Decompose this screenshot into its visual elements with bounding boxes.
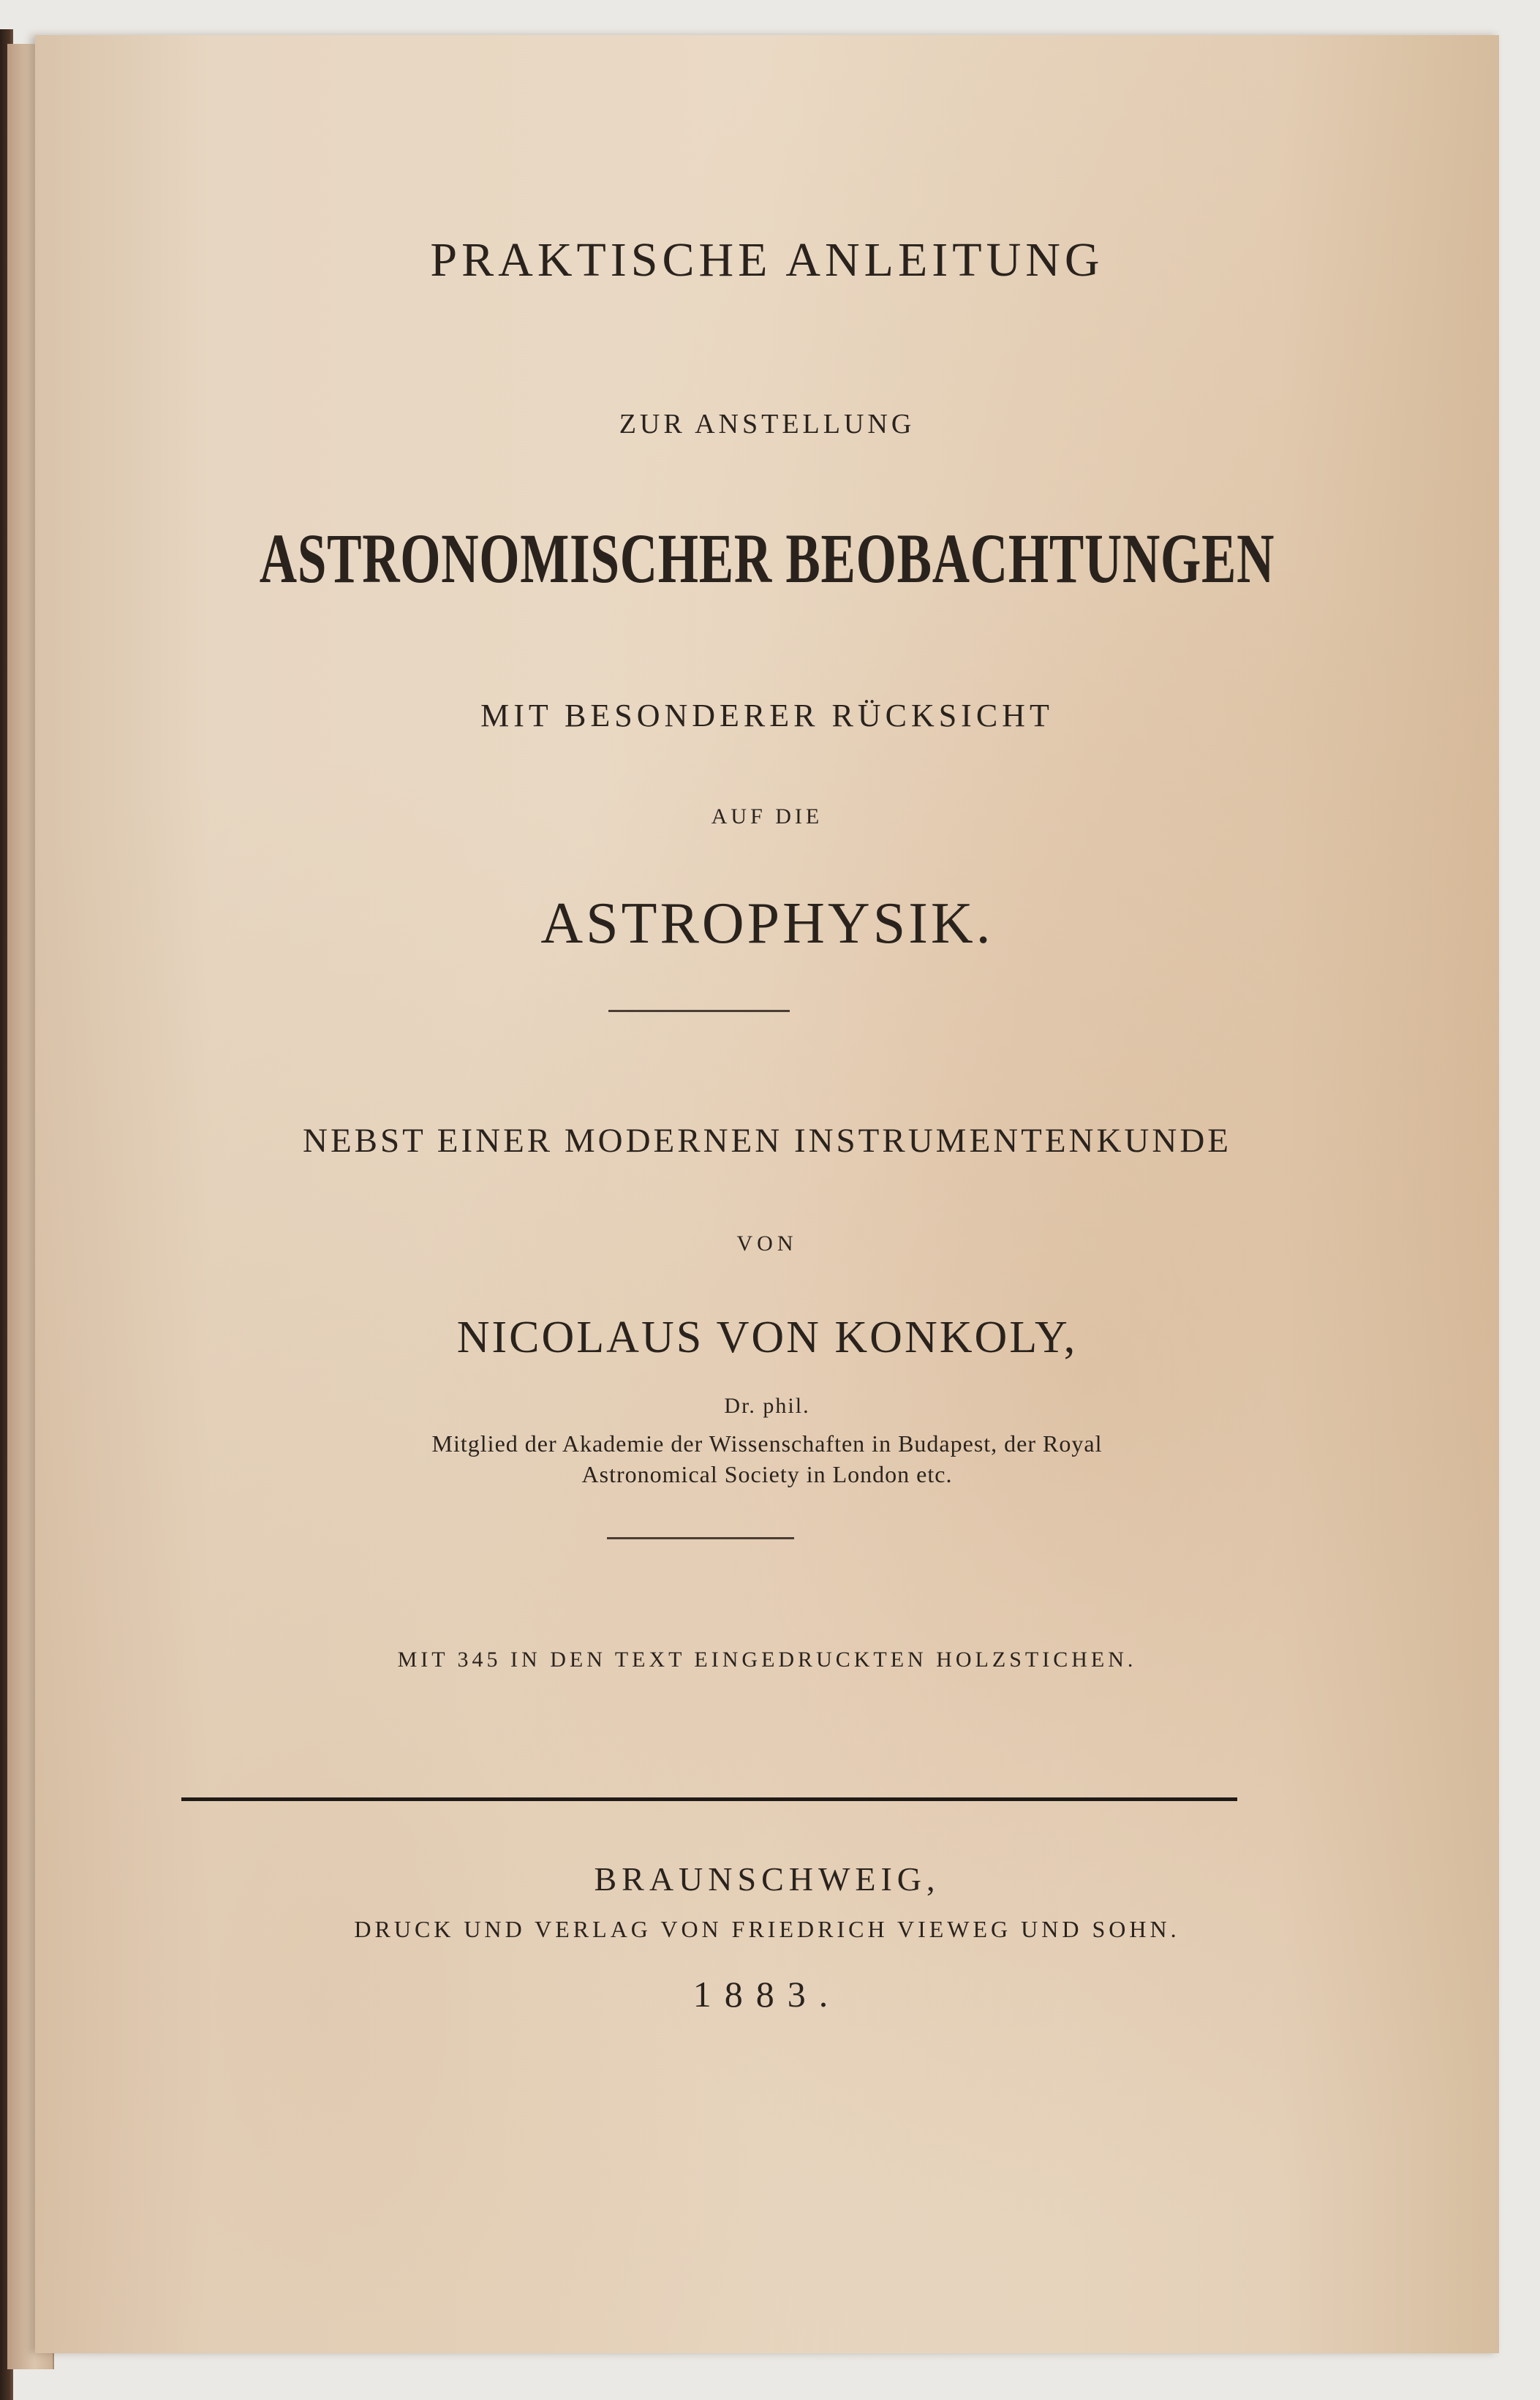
title-line-praktische-anleitung: PRAKTISCHE ANLEITUNG [430,233,1104,287]
byline-von: VON [736,1231,798,1256]
title-line-mit-besonderer-ruecksicht: MIT BESONDERER RÜCKSICHT [480,698,1054,733]
author-name: NICOLAUS VON KONKOLY, [456,1313,1078,1362]
title-line-zur-anstellung: ZUR ANSTELLUNG [619,409,916,439]
title-page [35,35,1499,2353]
author-affiliation-line: Astronomical Society in London etc. [581,1461,953,1487]
imprint-rule [181,1797,1237,1801]
imprint-publisher: DRUCK UND VERLAG VON FRIEDRICH VIEWEG UND SOHN. [354,1916,1180,1942]
divider-rule [608,1010,790,1012]
imprint-year: 1883. [692,1974,842,2015]
title-line-astrophysik: ASTROPHYSIK. [540,891,994,956]
imprint-city: BRAUNSCHWEIG, [594,1860,940,1898]
author-affiliation-line: Mitglied der Akademie der Wissenschaften in Budapest, der Royal [431,1430,1103,1457]
main-title: ASTRONOMISCHER BEOBACHTUNGEN [259,519,1275,597]
divider-rule [607,1537,794,1539]
title-line-auf-die: AUF DIE [711,804,823,829]
subtitle: NEBST EINER MODERNEN INSTRUMENTENKUNDE [303,1122,1231,1160]
author-degree: Dr. phil. [724,1394,810,1418]
illustrations-note: MIT 345 IN DEN TEXT EINGEDRUCKTEN HOLZSTICHEN. [397,1648,1137,1672]
